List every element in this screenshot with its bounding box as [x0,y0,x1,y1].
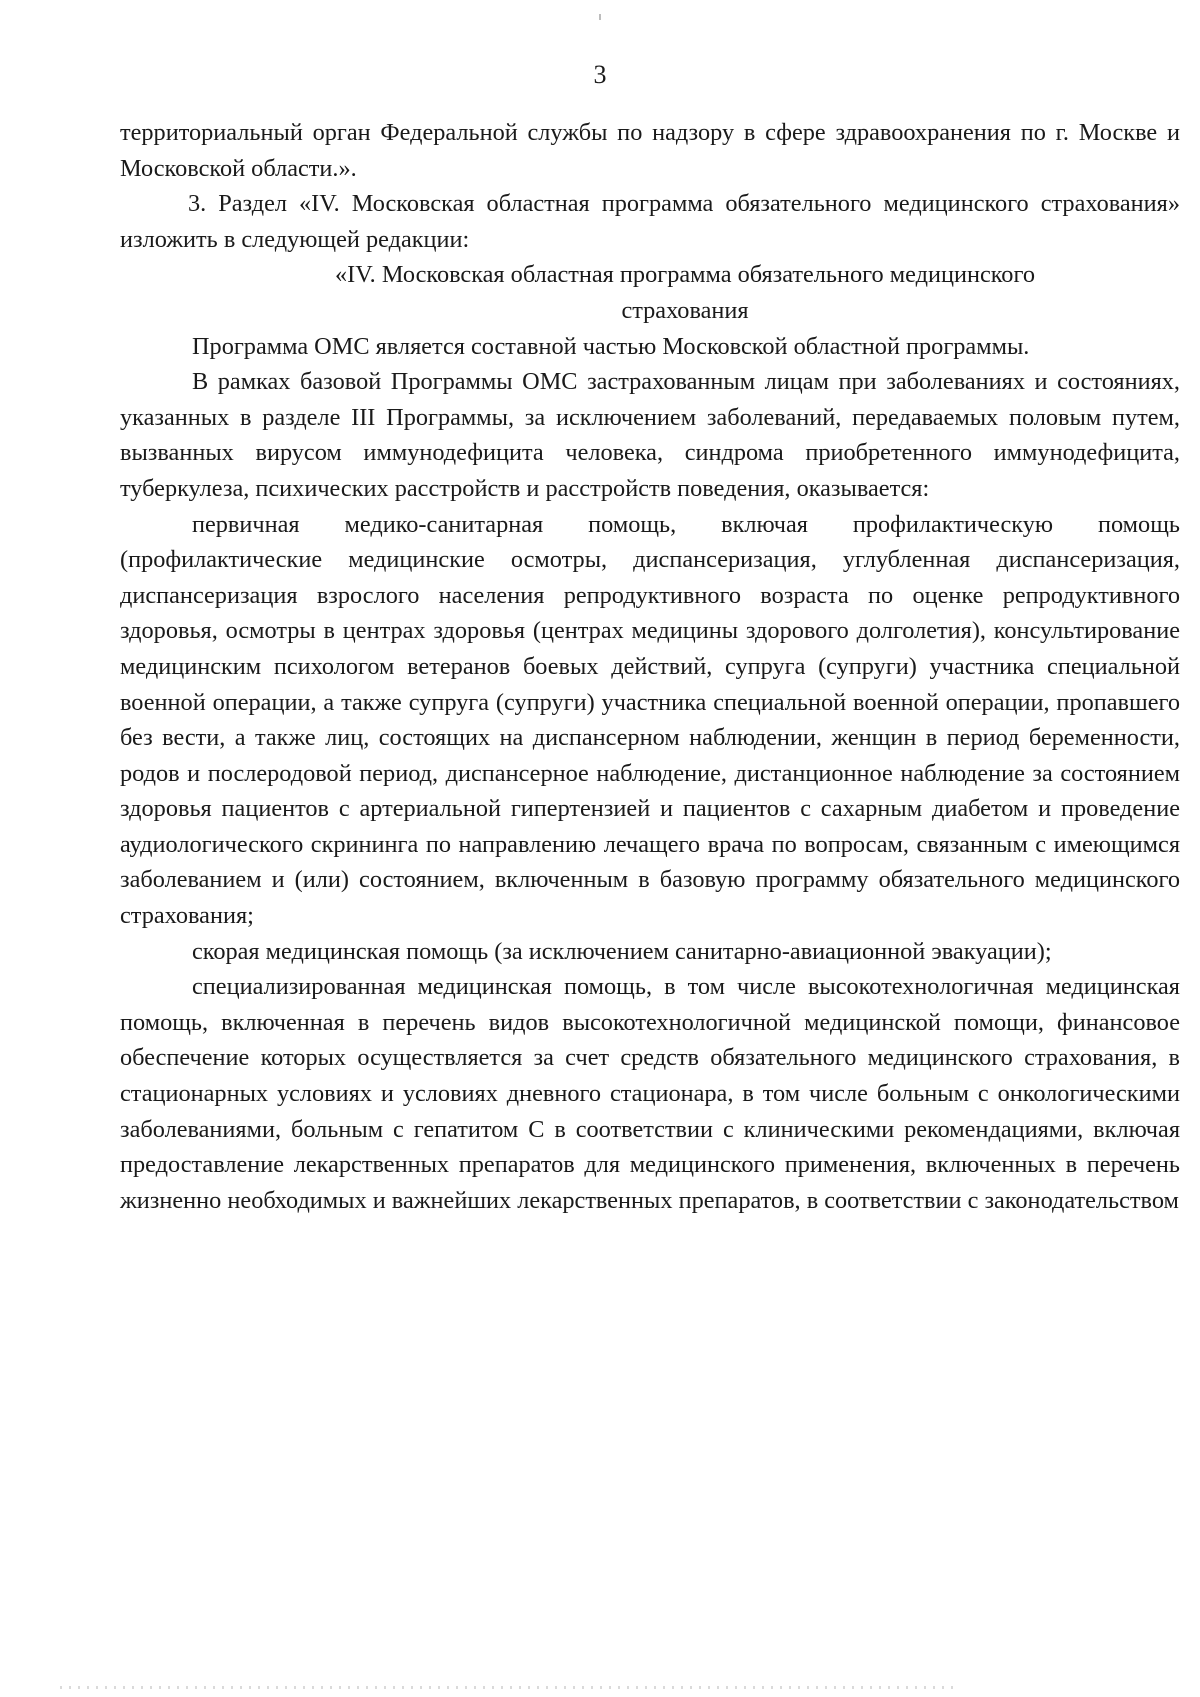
scan-artifact-bottom [60,1686,960,1689]
scan-artifact [599,14,601,20]
paragraph-emergency-care: скорая медицинская помощь (за исключением санитарно-авиационной эвакуации); [192,937,1052,965]
paragraph-basic-program: В рамках базовой Программы ОМС застрахованным лицам при заболеваниях и состояниях, указанных в разделе III Программы, за исключением заболеваний, передаваемых половым путем, вызванных вирусом иммунодефицита человека, синдрома приобретенного иммунодефицита, туберкулеза, психических расстройств и расстройств поведения, оказывается: [120,368,1180,502]
paragraph-primary-care: первичная медико-санитарная помощь, включая профилактическую помощь (профилактические медицинские осмотры, диспансеризация, углубленная диспансеризация, диспансеризация взрослого населения репродуктивного возраста по оценке репродуктивного здоровья, осмотры в центрах здоровья (центрах медицины здорового долголетия), консультирование медицинским психологом ветеранов боевых действий, супруга (супруги) участника специальной военной операции, а также супруга (супруги) участника специальной военной операции, пропавшего без вести, а также лиц, состоящих на диспансерном наблюдении, женщин в период беременности, родов и послеродовой период, диспансерное наблюдение, дистанционное наблюдение за состоянием здоровья пациентов с артериальной гипертензией и пациентов с сахарным диабетом и проведение аудиологического скрининга по направлению лечащего врача по вопросам, связанным с имеющимся заболеванием и (или) состоянием, включенным в базовую программу обязательного медицинского страхования; [120,510,1180,930]
paragraph-program-oms: Программа ОМС является составной частью Московской областной программы. [192,332,1030,360]
paragraph-continuation: территориальный орган Федеральной службы по надзору в сфере здравоохранения по г. Москве и Московской области.». [120,119,1180,182]
section-heading-line-1: «IV. Московская областная программа обязательного медицинского [335,261,1035,289]
document-body [120,115,1180,1218]
paragraph-amendment-3: 3. Раздел «IV. Московская областная программа обязательного медицинского страхования» изложить в следующей редакции: [120,190,1180,253]
section-heading-line-2: страхования [621,296,749,324]
page-number: 3 [593,60,607,89]
paragraph-specialized-care: специализированная медицинская помощь, в том числе высокотехнологичная медицинская помощь, включенная в перечень видов высокотехнологичной медицинской помощи, финансовое обеспечение которых осуществляется за счет средств обязательного медицинского страхования, в стационарных условиях и условиях дневного стационара, в том числе больным с онкологическими заболеваниями, больным с гепатитом С в соответствии с клиническими рекомендациями, включая предоставление лекарственных препаратов для медицинского применения, включенных в перечень жизненно необходимых и важнейших лекарственных препаратов, в соответствии с законодательством [120,973,1180,1214]
